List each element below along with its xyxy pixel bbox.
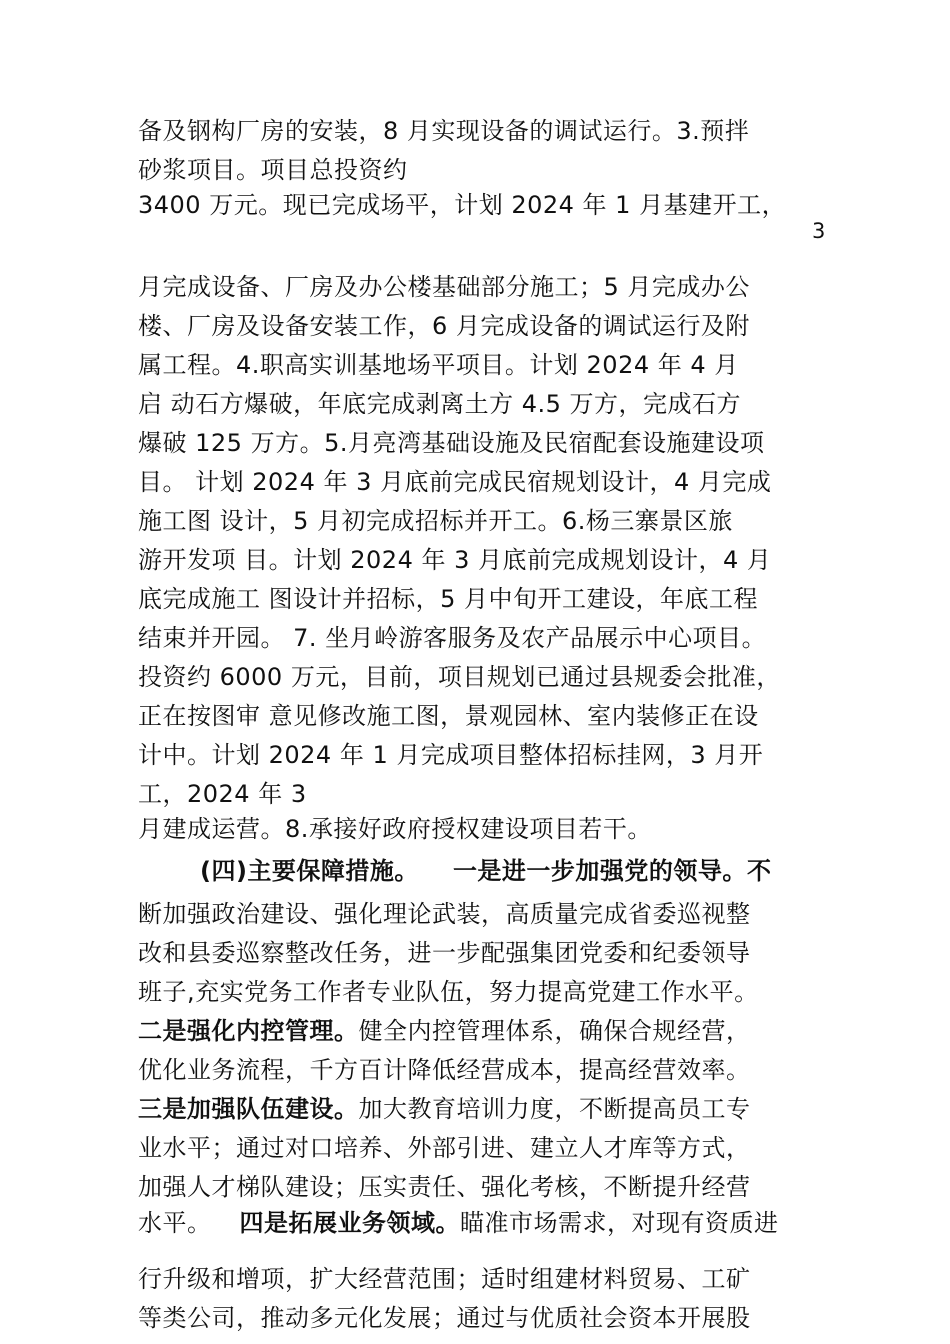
text-line-7: 启 动石方爆破，年底完成剥离土方 4.5 万方，完成石方 [138, 390, 742, 418]
text-line-1: 备及钢构厂房的安装，8 月实现设备的调试运行。3.预拌 [138, 117, 750, 145]
measure-1-title: 一是进一步加强党的领导。 [452, 857, 747, 885]
measure-3-line-2: 业水平；通过对口培养、外部引进、建立人才库等方式， [138, 1134, 751, 1162]
text-line-2: 砂浆项目。项目总投资约 [138, 156, 408, 184]
measure-3-end: 水平。 [138, 1209, 212, 1237]
measure-3-line-1 [138, 1094, 751, 1124]
measure-1-line-2: 改和县委巡察整改任务，进一步配强集团党委和纪委领导 [138, 939, 751, 967]
measure-1-tail: 不 [746, 857, 772, 885]
text-line-6: 属工程。4.职高实训基地场平项目。计划 2024 年 4 月 [138, 351, 739, 379]
text-line-16: 计中。计划 2024 年 1 月完成项目整体招标挂网，3 月开 [138, 741, 764, 769]
text-line-8: 爆破 125 万方。5.月亮湾基础设施及民宿配套设施建设项 [138, 429, 765, 457]
measure-3-line-3: 加强人才梯队建设；压实责任、强化考核，不断提升经营 [138, 1173, 751, 1201]
measure-1-line-3: 班子,充实党务工作者专业队伍，努力提高党建工作水平。 [138, 978, 759, 1006]
measure-4-line-2: 行升级和增项，扩大经营范围；适时组建材料贸易、工矿 [138, 1265, 751, 1293]
text-line-17: 工，2024 年 3 [138, 780, 307, 808]
text-line-14: 投资约 6000 万元，目前，项目规划已通过县规委会批准， [138, 663, 781, 691]
text-line-9: 目。 计划 2024 年 3 月底前完成民宿规划设计，4 月完成 [138, 468, 772, 496]
text-line-15: 正在按图审 意见修改施工图，景观园林、室内装修正在设 [138, 702, 759, 730]
measure-2-title: 二是强化内控管理。 [138, 1017, 359, 1045]
text-line-13: 结束并开园。 7. 坐月岭游客服务及农产品展示中心项目。 [138, 624, 767, 652]
measure-1-line-1: 断加强政治建设、强化理论武装，高质量完成省委巡视整 [138, 900, 751, 928]
text-line-12: 底完成施工 图设计并招标，5 月中旬开工建设，年底工程 [138, 585, 759, 613]
text-line-5: 楼、厂房及设备安装工作，6 月完成设备的调试运行及附 [138, 312, 750, 340]
measure-2-line-1 [138, 1016, 751, 1046]
text-line-4: 月完成设备、厂房及办公楼基础部分施工；5 月完成办公 [138, 273, 750, 301]
measure-2-line-2: 优化业务流程，千方百计降低经营成本，提高经营效率。 [138, 1056, 751, 1084]
section-heading: (四)主要保障措施。 [200, 857, 419, 885]
section-heading-line [200, 856, 771, 886]
text-line-10: 施工图 设计，5 月初完成招标并开工。6.杨三寨景区旅 [138, 507, 733, 535]
measure-4-line-3: 等类公司，推动多元化发展；通过与优质社会资本开展股 [138, 1304, 751, 1332]
text-line-11: 游开发项 目。计划 2024 年 3 月底前完成规划设计，4 月 [138, 546, 772, 574]
measure-3-title: 三是加强队伍建设。 [138, 1095, 359, 1123]
page-number: 3 [812, 219, 826, 243]
measure-4-title: 四是拓展业务领域。 [239, 1209, 460, 1237]
text-line-18: 月建成运营。8.承接好政府授权建设项目若干。 [138, 815, 652, 843]
measure-4-line-1 [138, 1208, 779, 1238]
measure-4-tail: 瞄准市场需求，对现有资质进 [460, 1209, 779, 1237]
measure-2-tail: 健全内控管理体系，确保合规经营， [358, 1017, 751, 1045]
measure-3-tail: 加大教育培训力度，不断提高员工专 [358, 1095, 751, 1123]
text-line-3: 3400 万元。现已完成场平，计划 2024 年 1 月基建开工， [138, 191, 787, 219]
